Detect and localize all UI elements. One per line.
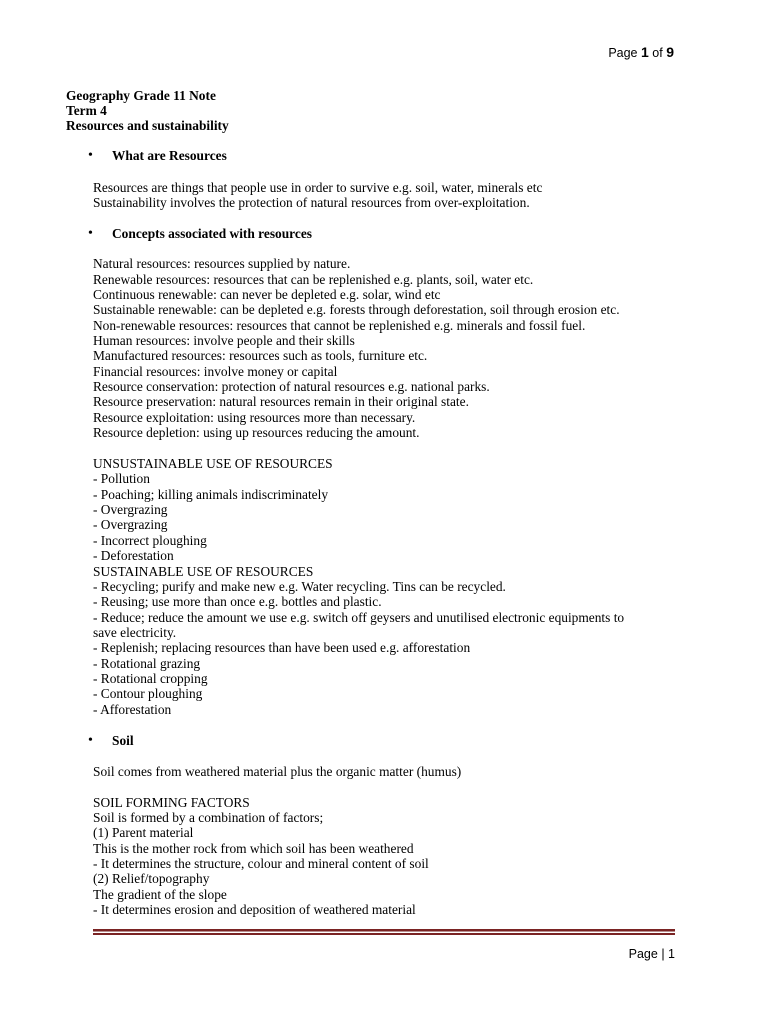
footer-page-number: 1 [668, 947, 675, 961]
footer-page-word: Page [628, 947, 658, 961]
concept-line: Resource exploitation: using resources more than necessary. [93, 410, 416, 425]
soil-line: (1) Parent material [93, 825, 194, 840]
concept-line: Continuous renewable: can never be depleted e.g. solar, wind etc [93, 287, 441, 302]
bullet-icon: • [88, 733, 93, 748]
concept-line: Resource conservation: protection of natural resources e.g. national parks. [93, 379, 490, 394]
list-item: - Contour ploughing [93, 686, 203, 701]
soil-line: (2) Relief/topography [93, 871, 210, 886]
concept-line: Sustainable renewable: can be depleted e.g. forests through deforestation, soil through erosion etc. [93, 302, 620, 317]
bullet-icon: • [88, 148, 93, 163]
list-item: - Overgrazing [93, 517, 168, 532]
list-item: - Deforestation [93, 548, 174, 563]
footer-divider [93, 929, 675, 935]
concept-line: Natural resources: resources supplied by nature. [93, 256, 351, 271]
list-item: - Reduce; reduce the amount we use e.g. switch off geysers and unutilised electronic equipments to [93, 610, 625, 625]
header-page-number: 1 [641, 44, 649, 60]
list-item: - Overgrazing [93, 502, 168, 517]
soil-line: This is the mother rock from which soil has been weathered [93, 841, 414, 856]
list-item: - Rotational grazing [93, 656, 201, 671]
list-item-continuation: save electricity. [93, 625, 177, 640]
heading-soil: Soil [112, 733, 134, 748]
heading-unsustainable: UNSUSTAINABLE USE OF RESOURCES [93, 456, 333, 471]
paragraph-line: Sustainability involves the protection of natural resources from over-exploitation. [93, 195, 530, 210]
list-item: - Poaching; killing animals indiscriminately [93, 487, 329, 502]
doc-title: Geography Grade 11 Note [66, 88, 216, 103]
header-page-total: 9 [666, 44, 674, 60]
concept-line: Resource depletion: using up resources reducing the amount. [93, 425, 420, 440]
list-item: - Rotational cropping [93, 671, 208, 686]
list-item: - Incorrect ploughing [93, 533, 207, 548]
list-item: - Afforestation [93, 702, 172, 717]
doc-topic: Resources and sustainability [66, 118, 229, 133]
header-page-word: Page [608, 46, 638, 60]
list-item: - Recycling; purify and make new e.g. Water recycling. Tins can be recycled. [93, 579, 506, 594]
soil-line: The gradient of the slope [93, 887, 227, 902]
concept-line: Manufactured resources: resources such as tools, furniture etc. [93, 348, 428, 363]
concept-line: Non-renewable resources: resources that cannot be replenished e.g. minerals and fossil fuel. [93, 318, 586, 333]
list-item: - Pollution [93, 471, 150, 486]
header-of-word: of [652, 46, 663, 60]
page-footer [629, 947, 675, 961]
paragraph-line: Resources are things that people use in order to survive e.g. soil, water, minerals etc [93, 180, 543, 195]
concept-line: Financial resources: involve money or capital [93, 364, 338, 379]
soil-line: Soil is formed by a combination of factors; [93, 810, 324, 825]
soil-line: - It determines the structure, colour and mineral content of soil [93, 856, 429, 871]
heading-concepts: Concepts associated with resources [112, 226, 312, 241]
page-header [608, 44, 674, 60]
soil-line: SOIL FORMING FACTORS [93, 795, 250, 810]
soil-intro: Soil comes from weathered material plus the organic matter (humus) [93, 764, 462, 779]
concept-line: Human resources: involve people and their skills [93, 333, 355, 348]
footer-separator: | [661, 947, 665, 961]
doc-term: Term 4 [66, 103, 107, 118]
list-item: - Reusing; use more than once e.g. bottles and plastic. [93, 594, 382, 609]
concept-line: Renewable resources: resources that can be replenished e.g. plants, soil, water etc. [93, 272, 534, 287]
concept-line: Resource preservation: natural resources remain in their original state. [93, 394, 469, 409]
soil-line: - It determines erosion and deposition of weathered material [93, 902, 416, 917]
list-item: - Replenish; replacing resources than have been used e.g. afforestation [93, 640, 471, 655]
heading-what-are-resources: What are Resources [112, 148, 227, 163]
bullet-icon: • [88, 226, 93, 241]
heading-sustainable: SUSTAINABLE USE OF RESOURCES [93, 564, 314, 579]
